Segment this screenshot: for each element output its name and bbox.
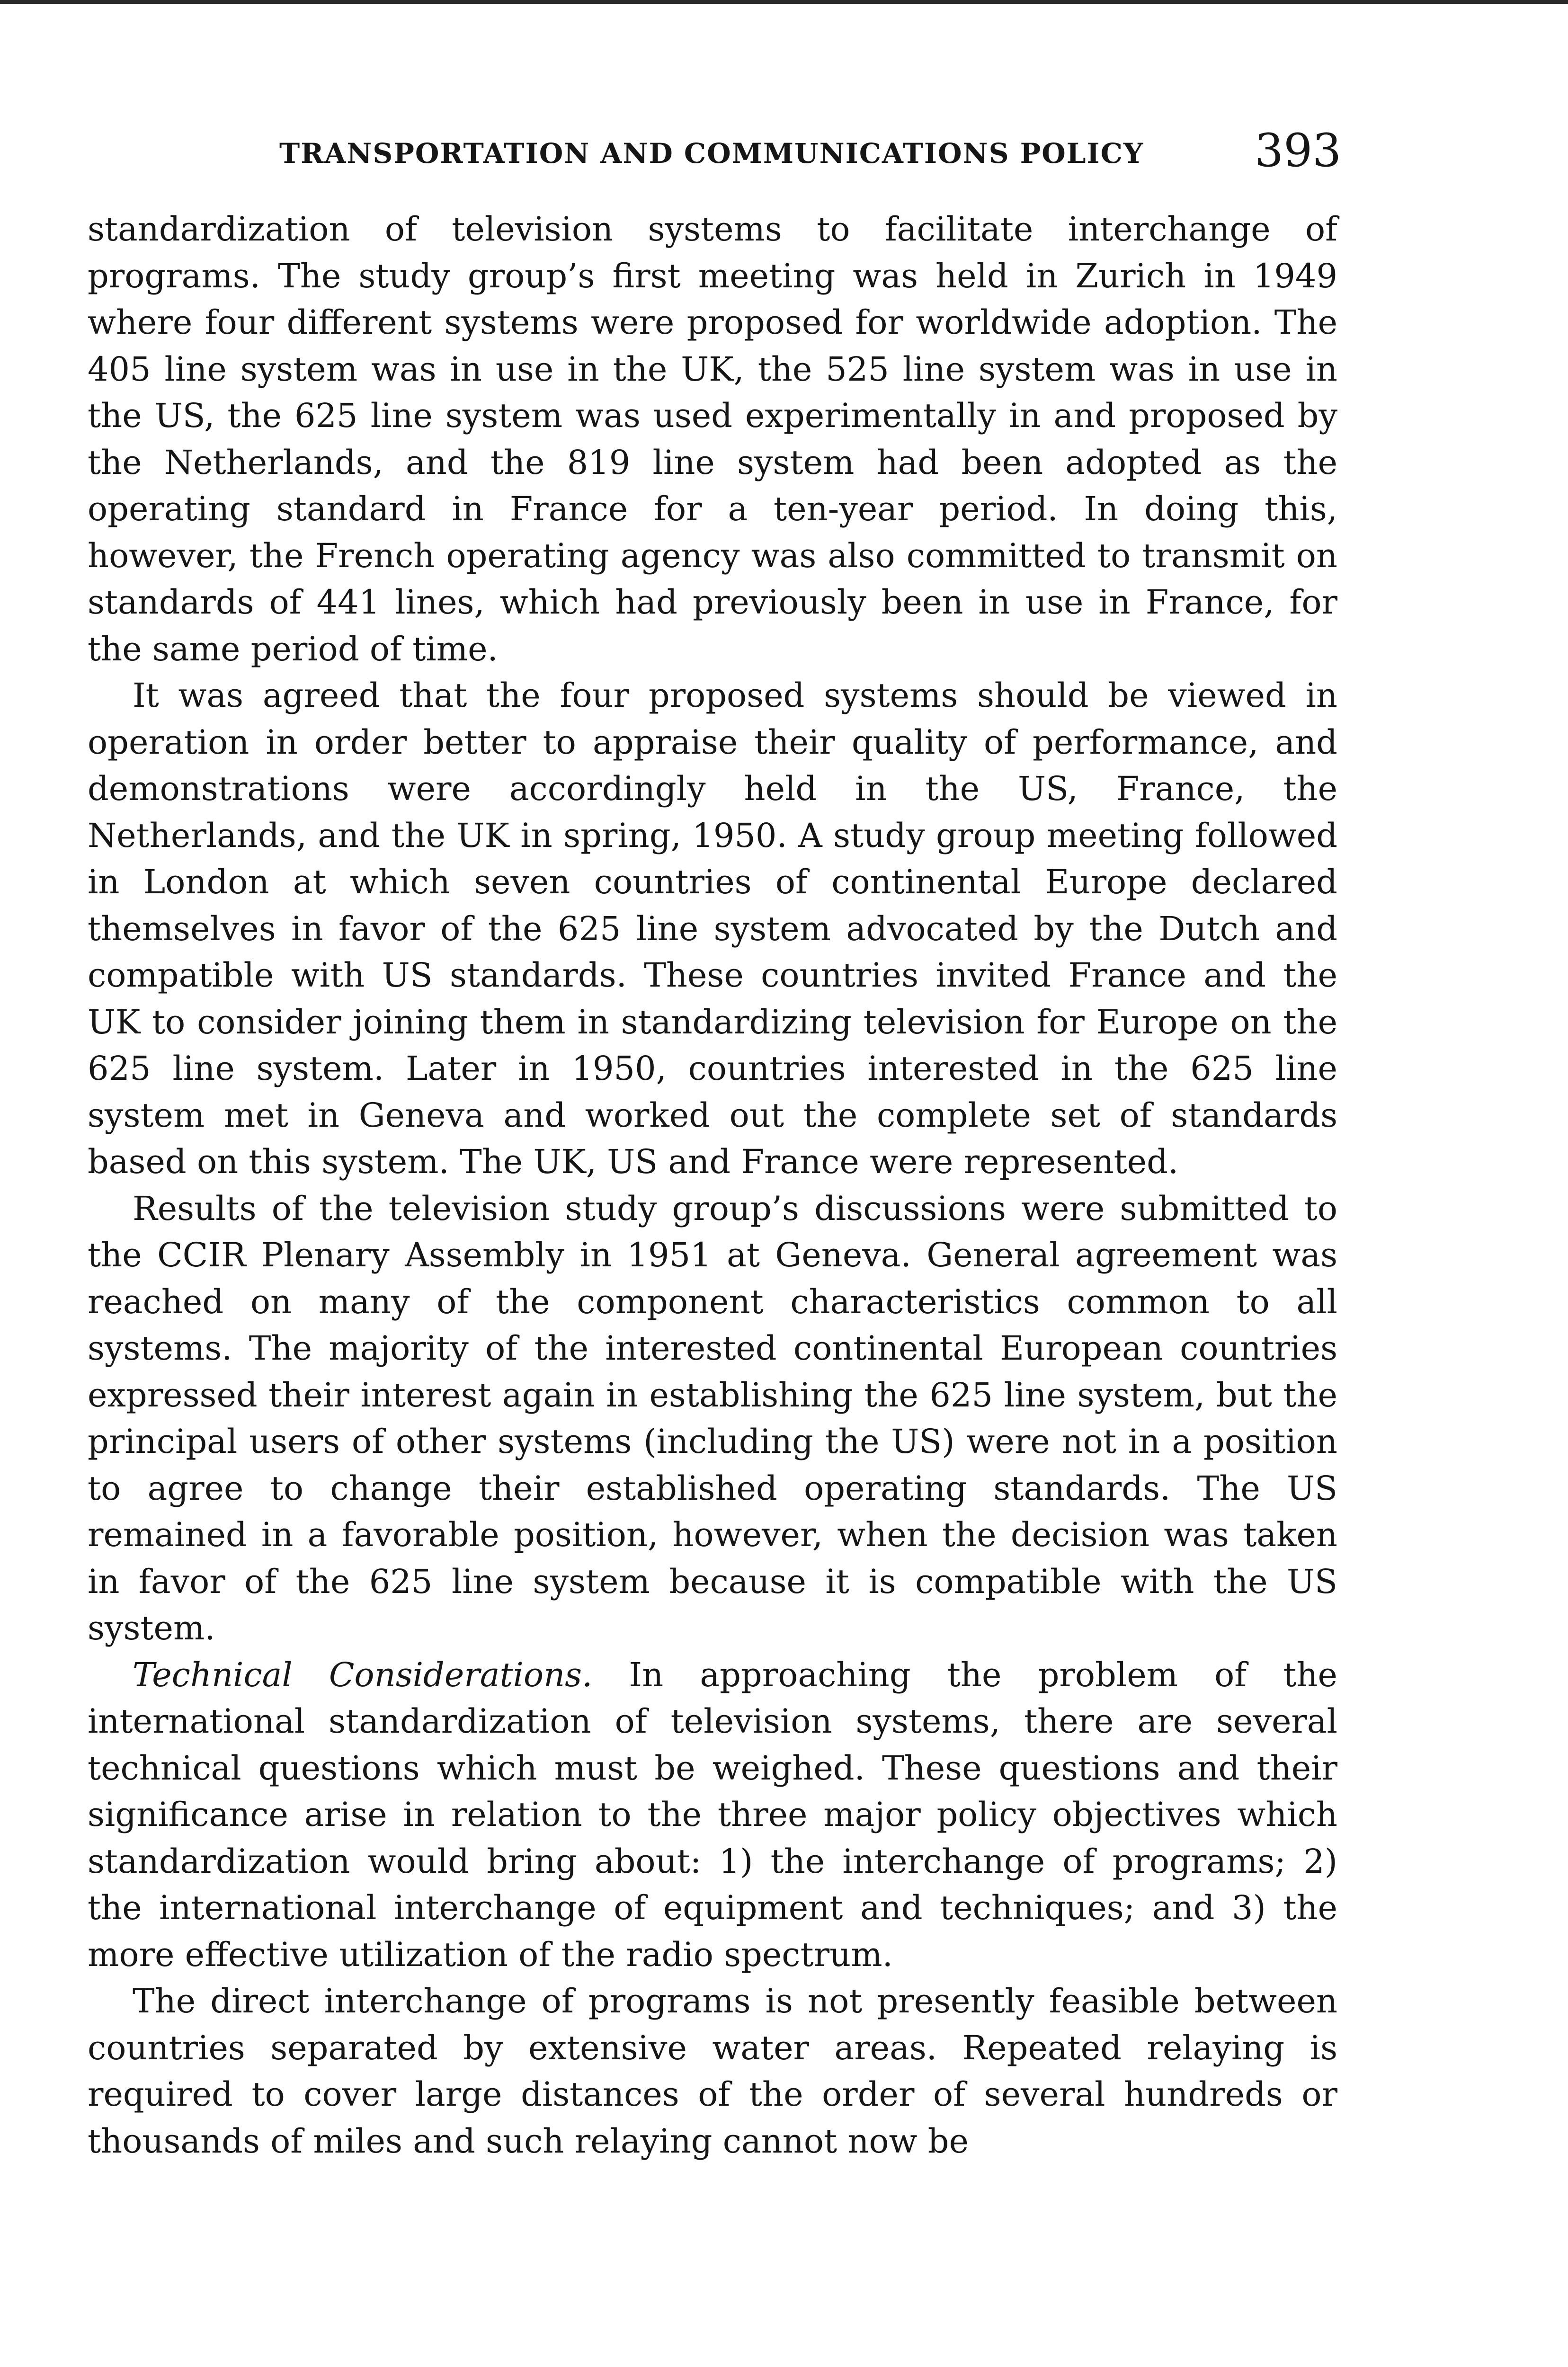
body-text	[88, 206, 1337, 2164]
paragraph-5	[88, 1978, 1337, 2164]
running-head: TRANSPORTATION AND COMMUNICATIONS POLICY	[279, 137, 1144, 169]
paragraph-text: standardization of television systems to facilitate interchange of programs. The study group’s first meeting was held in Zurich in 1949 where four different systems were proposed for worldwide adoption. The 405 line system was in use in the UK, the 525 line system was in use in the US, the 625 line system was used experimentally in and proposed by the Netherlands, and the 819 line system had been adopted as the operating standard in France for a ten-year period. In doing this, however, the French operating agency was also committed to transmit on standards of 441 lines, which had previously been in use in France, for the same period of time.	[88, 210, 1337, 668]
paragraph-text: Results of the television study group’s discussions were submitted to the CCIR Plenary Assembly in 1951 at Geneva. General agreement was reached on many of the component characteristics common to all systems. The majority of the interested continental European countries expressed their interest again in establishing the 625 line system, but the principal users of other systems (including the US) were not in a position to agree to change their established operating standards. The US remained in a favorable position, however, when the decision was taken in favor of the 625 line system because it is compatible with the US system.	[88, 1189, 1337, 1647]
page-number: 393	[1255, 124, 1342, 177]
paragraph-2	[88, 672, 1337, 1185]
paragraph-4	[88, 1652, 1337, 1978]
paragraph-text: It was agreed that the four proposed systems should be viewed in operation in order better to appraise their quality of performance, and demonstrations were accordingly held in the US, France, the Netherlands, and the UK in spring, 1950. A study group meeting followed in London at which seven countries of continental Europe declared themselves in favor of the 625 line system advocated by the Dutch and compatible with US standards. These countries invited France and the UK to consider joining them in standardizing television for Europe on the 625 line system. Later in 1950, countries interested in the 625 line system met in Geneva and worked out the complete set of standards based on this system. The UK, US and France were represented.	[88, 676, 1337, 1181]
paragraph-3	[88, 1185, 1337, 1652]
paragraph-text: In approaching the problem of the international standardization of television systems, there are several technical questions which must be weighed. These questions and their significance arise in relation to the three major policy objectives which standardization would bring about: 1) the interchange of programs; 2) the international interchange of equipment and techniques; and 3) the more effective utilization of the radio spectrum.	[88, 1655, 1337, 1974]
section-lead-heading: Technical Considerations.	[133, 1655, 593, 1694]
paragraph-text: The direct interchange of programs is not presently feasible between countries separated by extensive water areas. Repeated relaying is required to cover large distances of the order of several hundreds or thousands of miles and such relaying cannot now be	[88, 1982, 1337, 2161]
paragraph-1	[88, 206, 1337, 672]
